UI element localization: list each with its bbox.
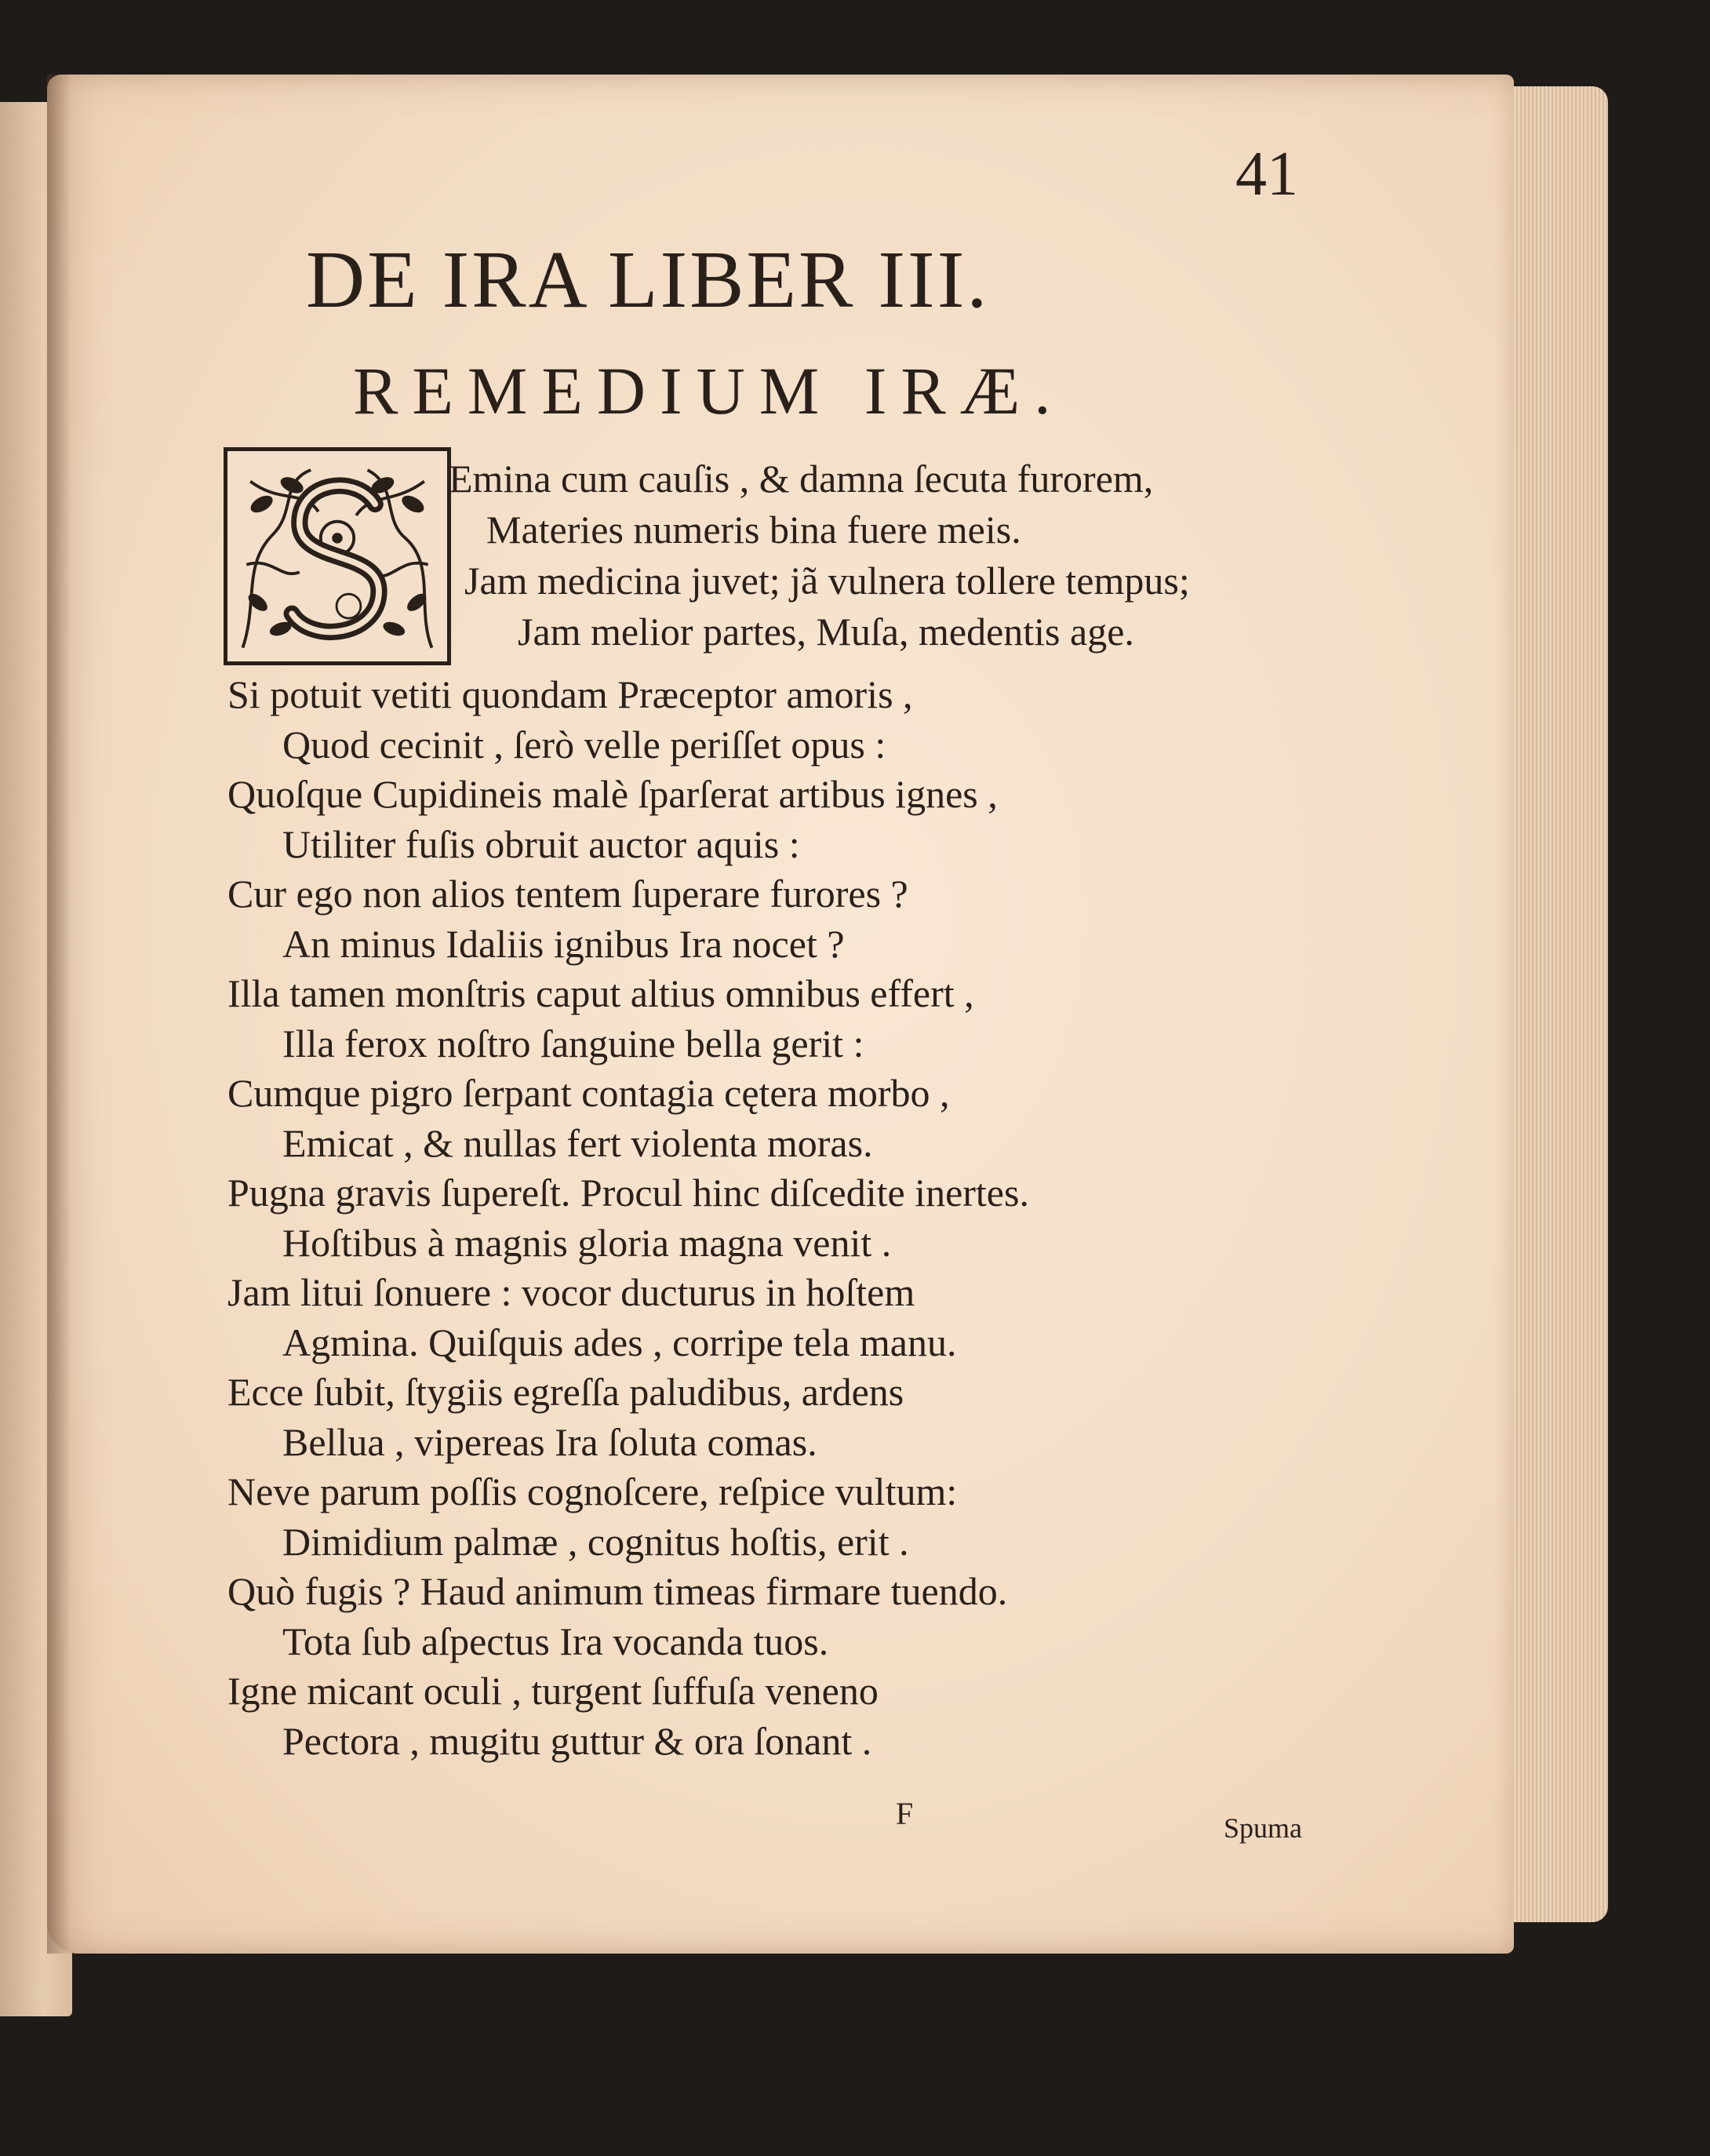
verse-line: Tota ſub aſpectus Ira vocanda tuos. [282,1619,829,1663]
floral-initial-icon [227,451,447,661]
verse-line: Cur ego non alios tentem ſuperare furores ? [227,872,908,916]
verse-line: Illa tamen monſtris caput altius omnibus effert , [227,971,974,1015]
page-subtitle: REMEDIUM IRÆ. [353,353,1065,428]
verse-line: Materies numeris bina fuere meis. [486,508,1021,552]
verse-line: Emina cum cauſis , & damna ſecuta furorem, [449,457,1154,501]
verse-line: Utiliter fuſis obruit auctor aquis : [282,822,800,866]
verse-line: Emicat , & nullas fert violenta moras. [282,1121,873,1165]
verse-line: Cumque pigro ſerpant contagia cętera morbo , [227,1071,950,1115]
verse-line: Jam medicina juvet; jã vulnera tollere tempus; [464,559,1190,603]
verse-line: Quò fugis ? Haud animum timeas firmare tuendo. [227,1569,1008,1613]
verse-line: Pugna gravis ſupereſt. Procul hinc diſcedite inertes. [227,1171,1029,1215]
page-number: 41 [1235,140,1298,209]
verse-line: Quoſque Cupidineis malè ſparſerat artibus ignes , [227,772,998,816]
verse-line: Pectora , mugitu guttur & ora ſonant . [282,1719,872,1763]
verse-line: An minus Idaliis ignibus Ira nocet ? [282,922,845,966]
decorated-initial-s [224,447,451,665]
verse-line: Bellua , vipereas Ira ſoluta comas. [282,1420,817,1464]
verse-line: Si potuit vetiti quondam Præceptor amoris , [227,672,913,716]
verse-line: Jam litui ſonuere : vocor ducturus in hoſtem [227,1270,915,1314]
verse-line: Igne micant oculi , turgent ſuffuſa veneno [227,1669,879,1713]
verse-line: Agmina. Quiſquis ades , corripe tela manu. [282,1320,957,1364]
page-gutter-shadow [47,75,71,1954]
page-title: DE IRA LIBER III. [306,235,990,325]
verse-line: Quod cecinit , ſerò velle periſſet opus : [282,723,886,767]
verse-line: Jam melior partes, Muſa, medentis age. [518,610,1134,654]
verse-line: Ecce ſubit, ſtygiis egreſſa paludibus, ardens [227,1370,904,1414]
verse-line: Illa ferox noſtro ſanguine bella gerit : [282,1022,864,1065]
verse-line: Neve parum poſſis cognoſcere, reſpice vultum: [227,1470,958,1513]
verse-line: Dimidium palmæ , cognitus hoſtis, erit . [282,1520,909,1564]
signature-mark: F [896,1796,914,1831]
verse-line: Hoſtibus à magnis gloria magna venit . [282,1221,892,1265]
catchword: Spuma [1224,1812,1303,1844]
